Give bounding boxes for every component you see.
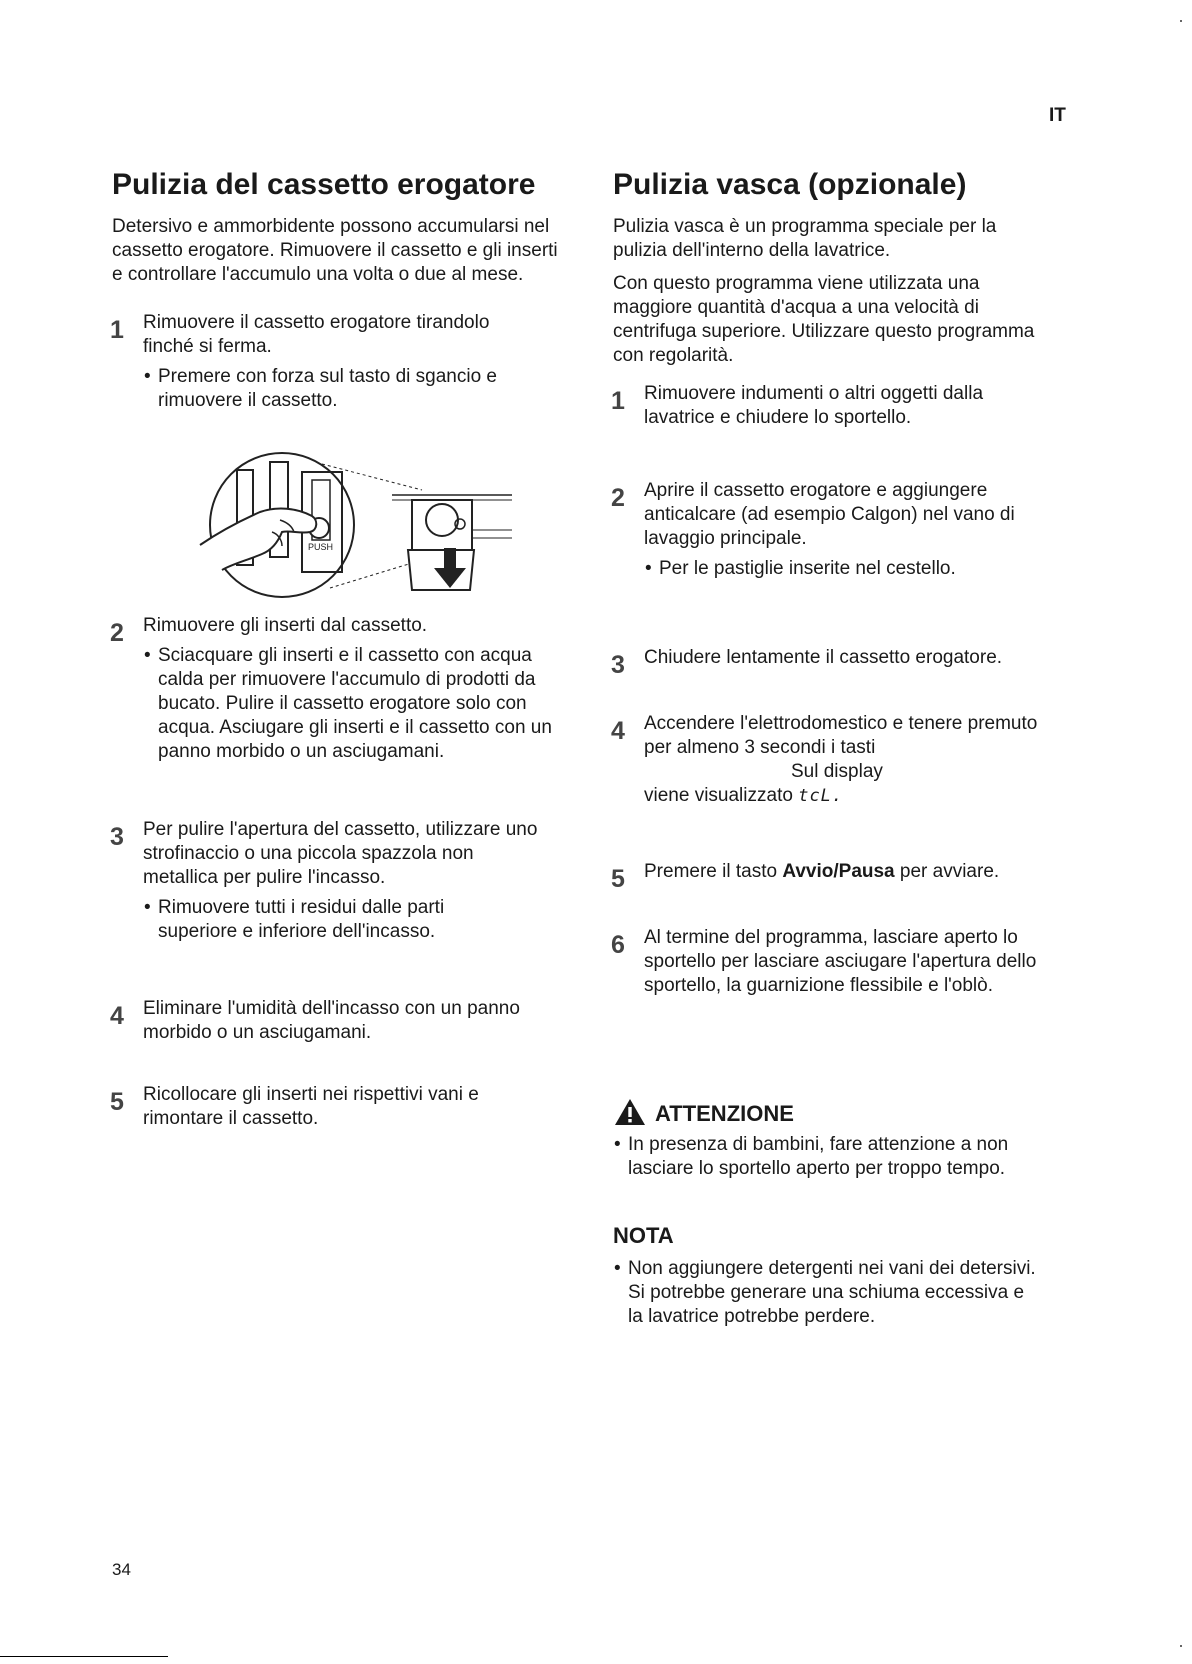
step-1 bbox=[613, 382, 1083, 430]
start-pause-label: Avvio/Pausa bbox=[782, 861, 895, 882]
step-bullet: • Premere con forza sul tasto di sgancio e rimuovere il cassetto. bbox=[158, 365, 538, 413]
step-bullet: • Rimuovere tutti i residui dalle parti superiore e inferiore dell'incasso. bbox=[158, 896, 498, 944]
step-number: 5 bbox=[110, 1088, 124, 1116]
step-5 bbox=[112, 1083, 572, 1131]
step-text: Ricollocare gli inserti nei rispettivi vani e rimontare il cassetto. bbox=[143, 1084, 479, 1129]
step-text: Aprire il cassetto erogatore e aggiungere anticalcare (ad esempio Calgon) nel vano di lavaggio principale. bbox=[644, 480, 1015, 549]
step-number: 4 bbox=[110, 1002, 124, 1030]
step-bullet: • Sciacquare gli inserti e il cassetto con acqua calda per rimuovere l'accumulo di prodotti da bucato. Pulire il cassetto erogatore solo con acqua. Asciugare gli inserti e il cassetto con un panno morbido o un asciugamani. bbox=[158, 644, 558, 764]
step-number: 2 bbox=[611, 484, 625, 512]
step-text bbox=[644, 860, 1074, 884]
display-code: tcL. bbox=[798, 786, 844, 806]
step-number: 6 bbox=[611, 931, 625, 959]
intro-paragraph: Detersivo e ammorbidente possono accumularsi nel cassetto erogatore. Rimuovere il cassetto e gli inserti e controllare l'accumulo una volta o due al mese. bbox=[112, 216, 558, 285]
step-text-c: viene visualizzato bbox=[644, 785, 793, 806]
step-1 bbox=[112, 311, 572, 413]
warning-title: ATTENZIONE bbox=[655, 1101, 794, 1126]
step-4 bbox=[112, 997, 572, 1045]
step-text-a: Accendere l'elettrodomestico e tenere premuto per almeno 3 secondi i tasti bbox=[644, 713, 1038, 758]
margin-mark bbox=[1180, 20, 1182, 22]
step-number: 3 bbox=[611, 651, 625, 679]
language-code: IT bbox=[1049, 105, 1066, 126]
step-2 bbox=[613, 479, 1083, 581]
step-text: Rimuovere indumenti o altri oggetti dalla lavatrice e chiudere lo sportello. bbox=[644, 383, 984, 428]
step-text-c-line bbox=[644, 784, 1044, 808]
page-number: 34 bbox=[112, 1560, 131, 1579]
note-bullet bbox=[628, 1257, 1038, 1329]
footer-rule bbox=[0, 1656, 168, 1657]
step-3 bbox=[611, 646, 1083, 679]
step-3 bbox=[112, 818, 572, 944]
push-label: PUSH bbox=[308, 542, 334, 552]
step-number: 1 bbox=[611, 387, 625, 415]
step-5 bbox=[611, 860, 1083, 893]
step-number: 5 bbox=[611, 865, 625, 893]
step-number: 4 bbox=[611, 717, 625, 745]
step-text: Rimuovere gli inserti dal cassetto. bbox=[143, 615, 428, 636]
section-title-tub: Pulizia vasca (opzionale) bbox=[613, 168, 967, 201]
step-text: Rimuovere il cassetto erogatore tirandolo finché si ferma. bbox=[143, 312, 490, 357]
drawer-release-illustration bbox=[182, 450, 602, 600]
step-text-post: per avviare. bbox=[894, 861, 1000, 882]
step-number: 1 bbox=[110, 316, 124, 344]
step-text: Chiudere lentamente il cassetto erogatore. bbox=[644, 647, 1003, 668]
warning-heading bbox=[613, 1097, 794, 1127]
step-bullet: • Per le pastiglie inserite nel cestello. bbox=[659, 557, 1059, 581]
section-title-drawer: Pulizia del cassetto erogatore bbox=[112, 168, 536, 201]
note-text: • Non aggiungere detergenti nei vani dei detersivi. Si potrebbe generare una schiuma eccessiva e la lavatrice potrebbe perdere. bbox=[628, 1257, 1038, 1329]
step-number: 3 bbox=[110, 823, 124, 851]
step-text: Al termine del programma, lasciare aperto lo sportello per lasciare asciugare l'apertura dello sportello, la guarnizione flessibile e l'oblò. bbox=[644, 927, 1037, 996]
step-text: Per pulire l'apertura del cassetto, utilizzare uno strofinaccio o una piccola spazzola non metallica per pulire l'incasso. bbox=[143, 819, 538, 888]
step-text-pre: Premere il tasto bbox=[644, 861, 783, 882]
step-4 bbox=[613, 712, 1083, 808]
step-text-b: Sul display bbox=[791, 761, 883, 782]
step-number: 2 bbox=[110, 619, 124, 647]
warning-icon bbox=[613, 1097, 647, 1127]
note-title: NOTA bbox=[613, 1223, 674, 1248]
step-text: Eliminare l'umidità dell'incasso con un panno morbido o un asciugamani. bbox=[143, 998, 520, 1043]
step-6 bbox=[613, 926, 1083, 998]
margin-mark bbox=[1180, 1645, 1182, 1647]
warning-text: • In presenza di bambini, fare attenzione a non lasciare lo sportello aperto per troppo tempo. bbox=[628, 1133, 1048, 1181]
step-2 bbox=[112, 614, 572, 764]
intro-paragraph-1: Pulizia vasca è un programma speciale per la pulizia dell'interno della lavatrice. bbox=[613, 216, 997, 261]
intro-paragraph-2: Con questo programma viene utilizzata una maggiore quantità d'acqua a una velocità di centrifuga superiore. Utilizzare questo programma con regolarità. bbox=[613, 273, 1035, 366]
warning-bullet bbox=[628, 1133, 1048, 1181]
